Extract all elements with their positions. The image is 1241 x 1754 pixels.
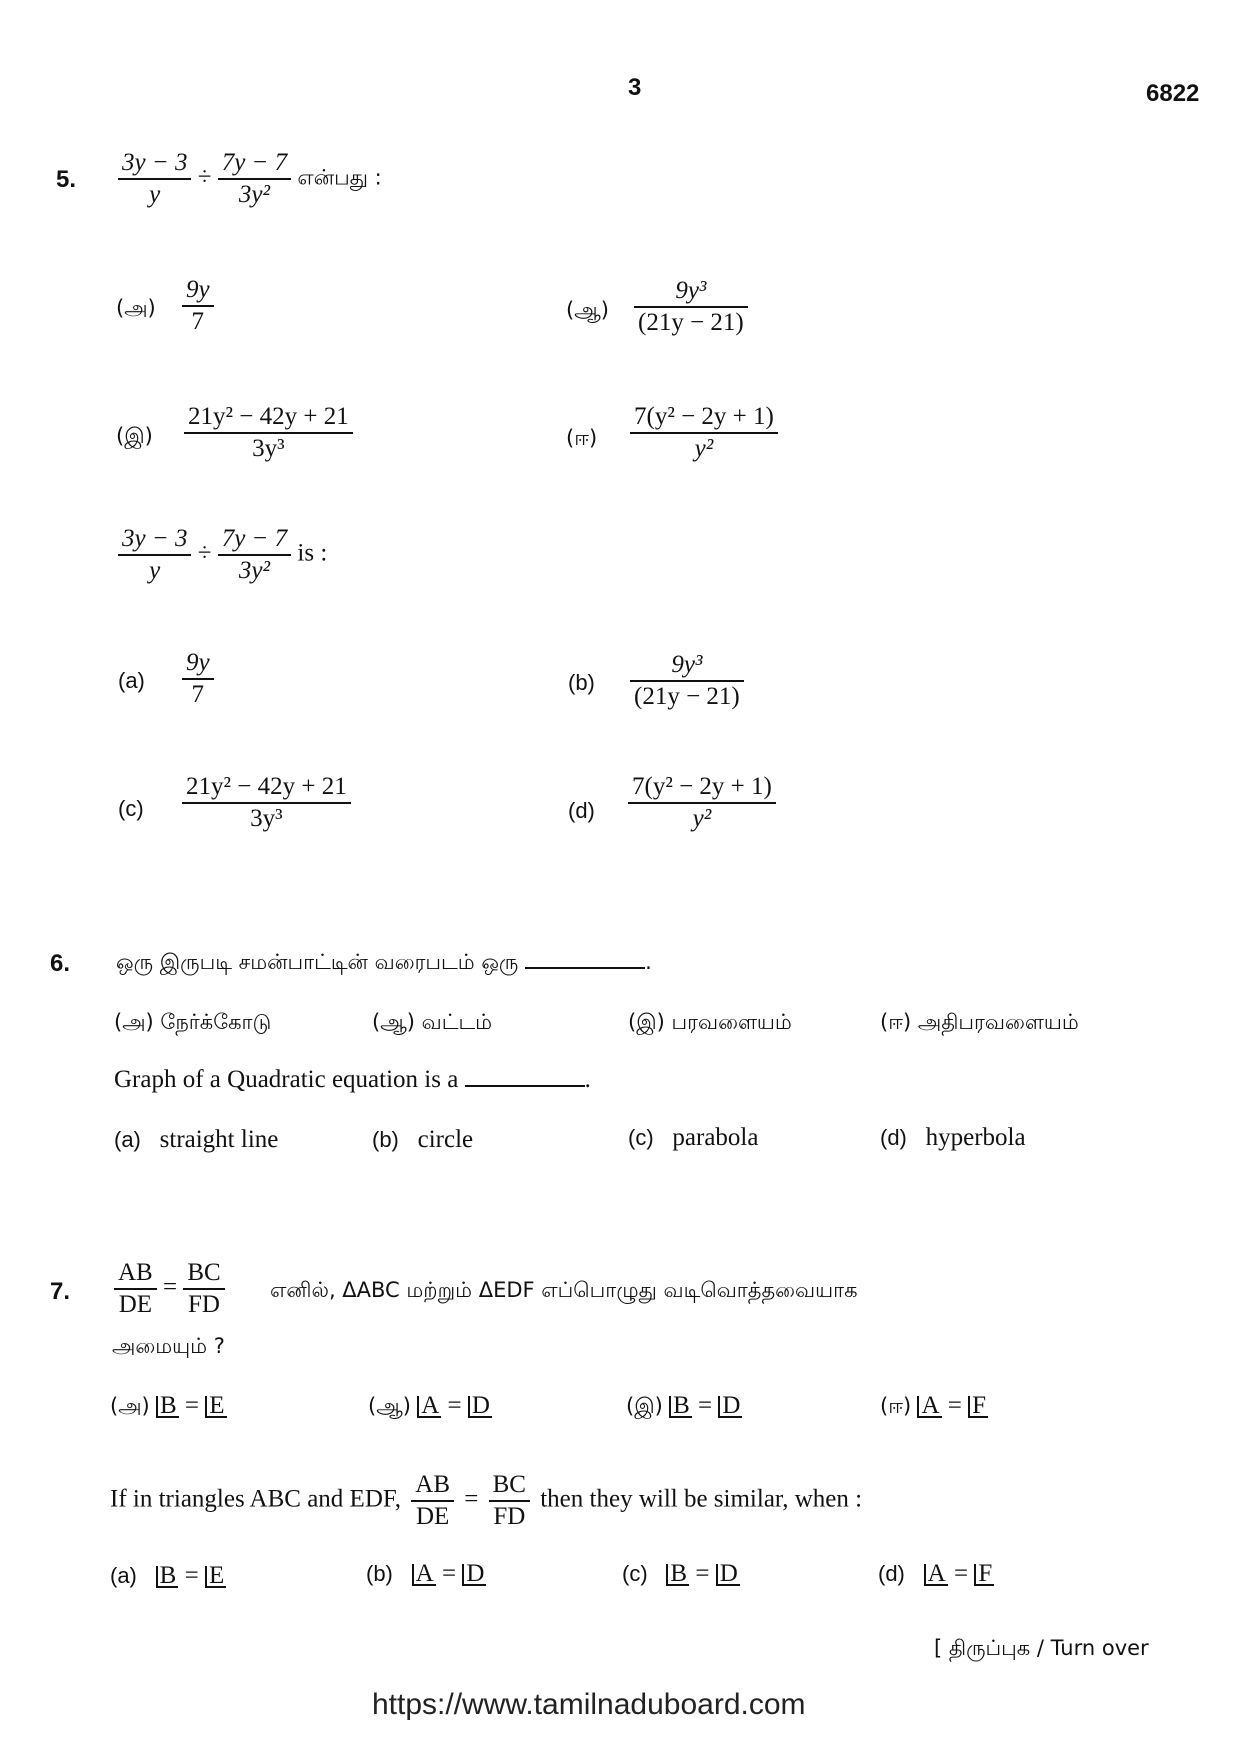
q5-ta-label-b: (ஆ) [566, 298, 609, 322]
q7-en-option-b: (b) A = D [366, 1560, 485, 1587]
q6-ta-option-b: (ஆ) வட்டம் [372, 1010, 493, 1034]
q7-ta-option-a: (அ) B = E [110, 1392, 225, 1419]
q5-en-label-a: (a) [118, 668, 145, 693]
q7-en-option-d: (d) A = F [878, 1560, 993, 1587]
q5-ta-option-a: $\frac{9y}{7}$ [182, 275, 214, 337]
q6-en-option-a: (a) straight line [114, 1126, 279, 1153]
q7-ta-option-c: (இ) B = D [626, 1392, 741, 1419]
q7-ta-line2: அமையும் ? [112, 1334, 225, 1358]
q5-en-option-c: $\frac{\text{21y² − 42y + 21}}{\text{3y³}}$ [182, 772, 351, 834]
q7-number: 7. [50, 1278, 71, 1305]
q5-expression-ta: $\frac{3y - 3}{y}$ ÷ $\frac{7y - 7}{\text{3y²}}$ என்பது : [118, 148, 382, 210]
q5-en-label-b: (b) [568, 670, 595, 695]
q5-number: 5. [56, 166, 77, 193]
q5-en-option-a: $\frac{9y}{7}$ [182, 648, 214, 710]
q5-en-option-b: $\frac{\text{9y³}}{(21y - 21)}$ [630, 650, 744, 712]
q6-en-question: Graph of a Quadratic equation is a . [114, 1066, 591, 1093]
website-url[interactable]: https://www.tamilnaduboard.com [372, 1688, 806, 1721]
paper-code: 6822 [1146, 80, 1200, 107]
q5-ta-option-d: $\frac{\text{7(y² − 2y + 1)}}{\text{y²}}$ [630, 402, 778, 464]
q6-ta-option-d: (ஈ) அதிபரவளையம் [880, 1010, 1079, 1034]
q5-ta-label-a: (அ) [116, 296, 156, 320]
q5-en-label-c: (c) [118, 796, 144, 821]
q7-en-question: If in triangles ABC and EDF, $\frac{AB}{DE}$ = $\frac{BC}{FD}$ then they will be similar, when : [110, 1471, 863, 1530]
turn-over: [ திருப்புக / Turn over [934, 1636, 1149, 1660]
q7-ta-option-d: (ஈ) A = F [880, 1392, 987, 1419]
q6-en-option-c: (c) parabola [628, 1124, 759, 1151]
q7-ta-line1: எனில், ΔABC மற்றும் ΔEDF எப்பொழுது வடிவொத்தவையாக [270, 1278, 858, 1302]
q5-ta-label-c: (இ) [116, 424, 153, 448]
q7-ta-option-b: (ஆ) A = D [368, 1392, 490, 1419]
q5-en-suffix: is : [297, 539, 328, 567]
q7-en-option-c: (c) B = D [622, 1560, 738, 1587]
q5-en-option-d: $\frac{\text{7(y² − 2y + 1)}}{\text{y²}}$ [628, 772, 776, 834]
q6-en-option-d: (d) hyperbola [880, 1124, 1026, 1151]
q6-ta-question: ஒரு இருபடி சமன்பாட்டின் வரைபடம் ஒரு . [116, 950, 652, 974]
q7-ratio-ta: $\frac{AB}{DE}$ = $\frac{BC}{FD}$ [114, 1258, 225, 1320]
q5-ta-option-c: $\frac{\text{21y² − 42y + 21}}{\text{3y³}}$ [184, 402, 353, 464]
q5-en-label-d: (d) [568, 798, 595, 823]
q7-en-option-a: (a) B = E [110, 1562, 225, 1589]
page-number: 3 [628, 74, 642, 101]
q5-expression-en: $\frac{3y - 3}{y}$ ÷ $\frac{7y - 7}{\text{3y²}}$ is : [118, 524, 327, 586]
q5-ta-label-d: (ஈ) [566, 426, 598, 450]
q6-en-option-b: (b) circle [372, 1126, 474, 1153]
q5-ta-suffix: என்பது : [297, 165, 382, 190]
q6-ta-option-a: (அ) நேர்க்கோடு [114, 1010, 272, 1034]
q6-number: 6. [50, 950, 71, 977]
q6-ta-option-c: (இ) பரவளையம் [628, 1010, 792, 1034]
q5-ta-option-b: $\frac{\text{9y³}}{(21y - 21)}$ [634, 276, 748, 338]
